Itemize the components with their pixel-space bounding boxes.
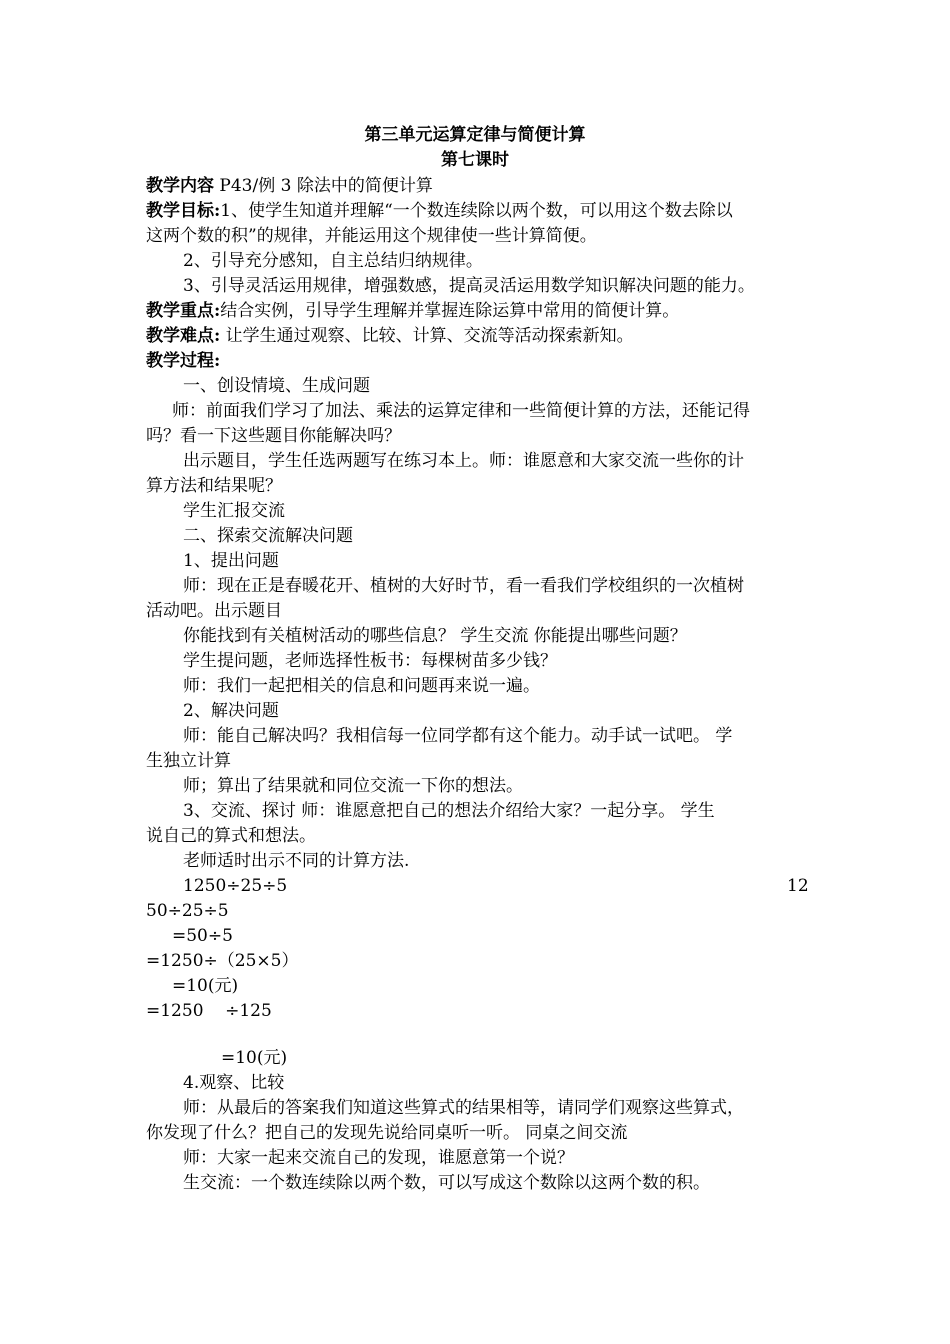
teaching-goals-line1: 1、使学生知道并理解“一个数连续除以两个数，可以用这个数去除以 <box>220 201 733 221</box>
calc-line: =1250 ÷125 <box>146 1001 272 1021</box>
calc-line: =50÷5 <box>172 926 233 946</box>
process-line: 二、探索交流解决问题 <box>183 526 353 546</box>
observe-line: 生交流：一个数连续除以两个数，可以写成这个数除以这两个数的积。 <box>183 1173 710 1193</box>
observe-line: 你发现了什么？把自己的发现先说给同桌听一听。 同桌之间交流 <box>146 1123 628 1143</box>
teaching-goals-line2: 这两个数的积”的规律，并能运用这个规律使一些计算简便。 <box>146 226 597 246</box>
process-line: 说自己的算式和想法。 <box>146 826 316 846</box>
calc-line: =10(元) <box>221 1048 288 1068</box>
teaching-goals <box>146 199 818 223</box>
process-line: 3、交流、探讨 师：谁愿意把自己的想法介绍给大家？一起分享。 学生 <box>183 801 715 821</box>
process-line: 师：我们一起把相关的信息和问题再来说一遍。 <box>183 676 540 696</box>
key-point-text: 结合实例，引导学生理解并掌握连除运算中常用的简便计算。 <box>220 301 680 321</box>
process-line: 师；算出了结果就和同位交流一下你的想法。 <box>183 776 523 796</box>
process-line: 学生汇报交流 <box>183 501 285 521</box>
key-point-label: 教学重点: <box>146 301 221 321</box>
process-line: 学生提问题，老师选择性板书：每棵树苗多少钱？ <box>183 651 557 671</box>
observe-line: 师：大家一起来交流自己的发现，谁愿意第一个说？ <box>183 1148 574 1168</box>
observe-line: 4.观察、比较 <box>183 1073 285 1093</box>
teaching-content <box>146 174 818 198</box>
process-line: 师：能自己解决吗？我相信每一位同学都有这个能力。动手试一试吧。 学 <box>183 726 733 746</box>
calc-line: =1250÷（25×5） <box>146 951 299 971</box>
process-line: 师：现在正是春暖花开、植树的大好时节，看一看我们学校组织的一次植树 <box>183 576 744 596</box>
difficulty-text: 让学生通过观察、比较、计算、交流等活动探索新知。 <box>220 326 634 346</box>
process-line: 师：前面我们学习了加法、乘法的运算定律和一些简便计算的方法，还能记得 <box>172 401 750 421</box>
process-line: 生独立计算 <box>146 751 231 771</box>
process-label: 教学过程: <box>146 351 221 371</box>
difficulty-label: 教学难点: <box>146 326 221 346</box>
calc-line: 12 <box>787 876 809 896</box>
process-line: 1、提出问题 <box>183 551 279 571</box>
process-line: 一、创设情境、生成问题 <box>183 376 370 396</box>
process-line: 活动吧。出示题目 <box>146 601 282 621</box>
difficulty <box>146 324 818 348</box>
key-point <box>146 299 818 323</box>
teaching-goals-item2: 2、引导充分感知，自主总结归纳规律。 <box>183 251 483 271</box>
process-line: 算方法和结果呢？ <box>146 476 282 496</box>
teaching-goals-label: 教学目标: <box>146 201 221 221</box>
calc-line: 1250÷25÷5 <box>183 876 288 896</box>
document-title: 第三单元运算定律与简便计算 <box>364 125 586 145</box>
calc-line: 50÷25÷5 <box>146 901 229 921</box>
teaching-content-label: 教学内容 <box>146 176 214 196</box>
process-line: 吗？看一下这些题目你能解决吗？ <box>146 426 401 446</box>
calc-line: =10(元) <box>172 976 239 996</box>
lesson-subtitle: 第七课时 <box>441 150 509 170</box>
observe-line: 师：从最后的答案我们知道这些算式的结果相等，请同学们观察这些算式， <box>183 1098 744 1118</box>
teaching-goals-item3: 3、引导灵活运用规律，增强数感，提高灵活运用数学知识解决问题的能力。 <box>183 276 755 296</box>
process-line: 老师适时出示不同的计算方法. <box>183 851 410 871</box>
process-line: 2、解决问题 <box>183 701 279 721</box>
process-line: 你能找到有关植树活动的哪些信息？ 学生交流 你能提出哪些问题？ <box>183 626 687 646</box>
teaching-content-text: P43/例 3 除法中的简便计算 <box>214 176 433 196</box>
process-line: 出示题目，学生任选两题写在练习本上。师：谁愿意和大家交流一些你的计 <box>183 451 744 471</box>
